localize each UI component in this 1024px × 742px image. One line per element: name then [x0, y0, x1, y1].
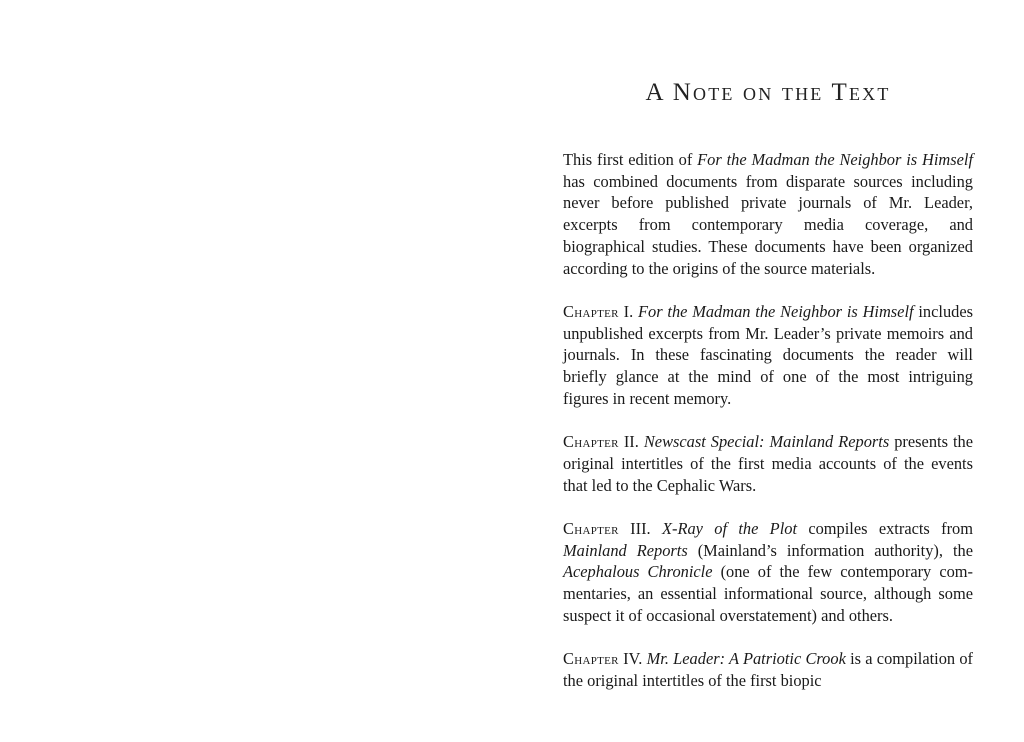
text-run: is a compilation of the original intertitles of the first biopic	[563, 649, 973, 690]
work-title: Mainland Reports	[563, 540, 688, 560]
chapter-label: Chapter	[563, 301, 619, 321]
work-title: Mr. Leader: A Patriotic Crook	[646, 649, 846, 669]
paragraph	[563, 431, 973, 496]
text-run: has combined documents from disparate sources including never before published private journals of Mr. Leader, excerpts from contemporary media coverage, and biographical studies. These documents have been organized according to the origins of the source materials.	[563, 171, 973, 278]
text-run: compiles extracts from	[797, 518, 973, 538]
text-run: This first edition of	[563, 150, 698, 169]
text-run: III.	[618, 518, 662, 538]
body-text	[563, 149, 973, 713]
text-run: II.	[618, 432, 644, 452]
text-run: IV.	[618, 649, 647, 669]
work-title: Newscast Special: Mainland Reports	[643, 432, 890, 452]
text-run: I.	[618, 301, 638, 321]
text-run: includes unpublished excerpts from Mr. Leader’s private memoirs and journals. In these fascinating documents the reader will briefly glance at the mind of one of the most intriguing figures in recent memory.	[563, 301, 973, 408]
paragraph	[563, 301, 973, 410]
work-title: X-Ray of the Plot	[661, 518, 797, 538]
text-run: (Mainland’s information authority), the	[687, 540, 973, 560]
paragraph	[563, 149, 973, 279]
work-title: For the Madman the Neighbor is Himself	[697, 150, 974, 169]
paragraph	[563, 648, 973, 691]
chapter-label: Chapter	[563, 649, 619, 669]
page-title: A Note on the Text	[645, 79, 891, 106]
text-run: presents the original intertitles of the first media accounts of the events that led to the Cephalic Wars.	[563, 432, 973, 495]
chapter-label: Chapter	[563, 518, 619, 538]
work-title: For the Madman the Neighbor is Himself	[638, 301, 914, 321]
paragraph	[563, 518, 973, 627]
text-run: (one of the few contemporary commentaries, an essential informational source, although some suspect it of occasional overstatement) and others.	[563, 562, 974, 625]
work-title: Acephalous Chronicle	[563, 562, 713, 582]
chapter-label: Chapter	[563, 432, 619, 452]
